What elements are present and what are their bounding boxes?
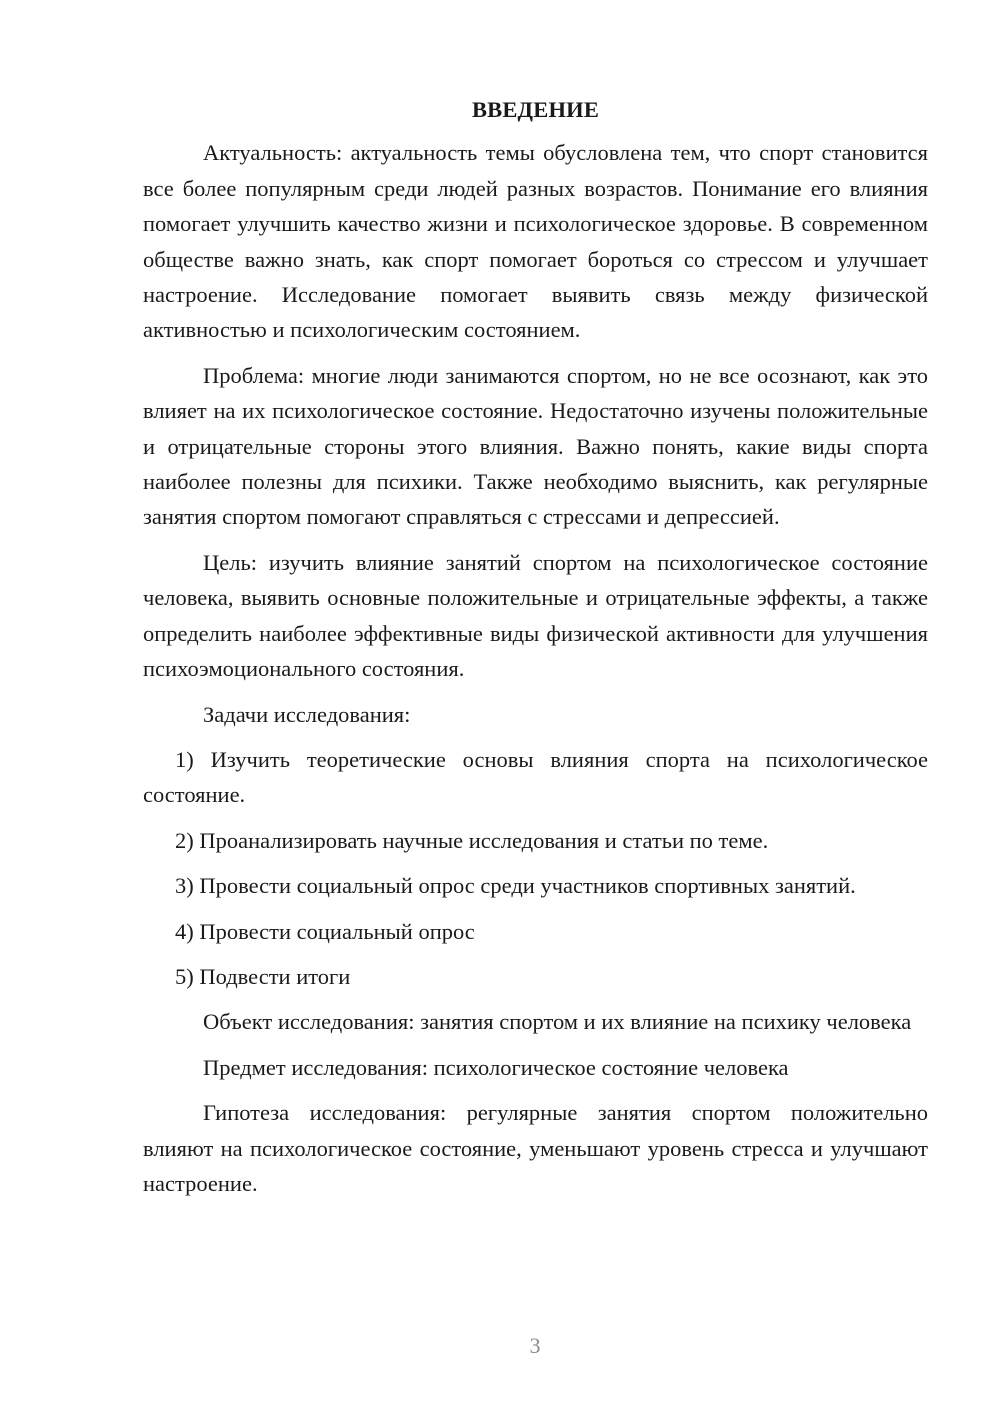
section-title: ВВЕДЕНИЕ [471, 97, 600, 122]
task-item-1: 1) Изучить теоретические основы влияния спорта на психологическое состояние. [143, 746, 928, 808]
paragraph-object: Объект исследования: занятия спортом и их влияние на психику человека [203, 1009, 912, 1035]
task-item-2: 2) Проанализировать научные исследования и статьи по теме. [175, 827, 769, 853]
paragraph-subject: Предмет исследования: психологическое состояние человека [203, 1054, 789, 1080]
paragraph-relevance: Актуальность: актуальность темы обусловлена тем, что спорт становится все более популярным среди людей разных возрастов. Понимание его влияния помогает улучшить качество жизни и психологическое здоровье. В современном обществе важно знать, как спорт помогает бороться со стрессом и улучшает настроение. Исследование помогает выявить связь между физической активностью и психологическим состоянием. [143, 140, 928, 343]
page-number: 3 [529, 1333, 541, 1358]
task-item-3: 3) Провести социальный опрос среди участников спортивных занятий. [175, 873, 856, 899]
paragraph-goal: Цель: изучить влияние занятий спортом на психологическое состояние человека, выявить основные положительные и отрицательные эффекты, а также определить наиболее эффективные виды физической активности для улучшения психоэмоционального состояния. [143, 549, 928, 682]
paragraph-problem: Проблема: многие люди занимаются спортом, но не все осознают, как это влияет на их психологическое состояние. Недостаточно изучены положительные и отрицательные стороны этого влияния. Важно понять, какие виды спорта наиболее полезны для психики. Также необходимо выяснить, как регулярные занятия спортом помогают справляться с стрессами и депрессией. [143, 362, 928, 530]
tasks-heading: Задачи исследования: [203, 701, 411, 727]
paragraph-hypothesis: Гипотеза исследования: регулярные занятия спортом положительно влияют на психологическое состояние, уменьшают уровень стресса и улучшают настроение. [143, 1100, 928, 1196]
task-item-5: 5) Подвести итоги [175, 963, 351, 989]
task-item-4: 4) Провести социальный опрос [175, 918, 475, 944]
page-content [143, 92, 928, 1201]
